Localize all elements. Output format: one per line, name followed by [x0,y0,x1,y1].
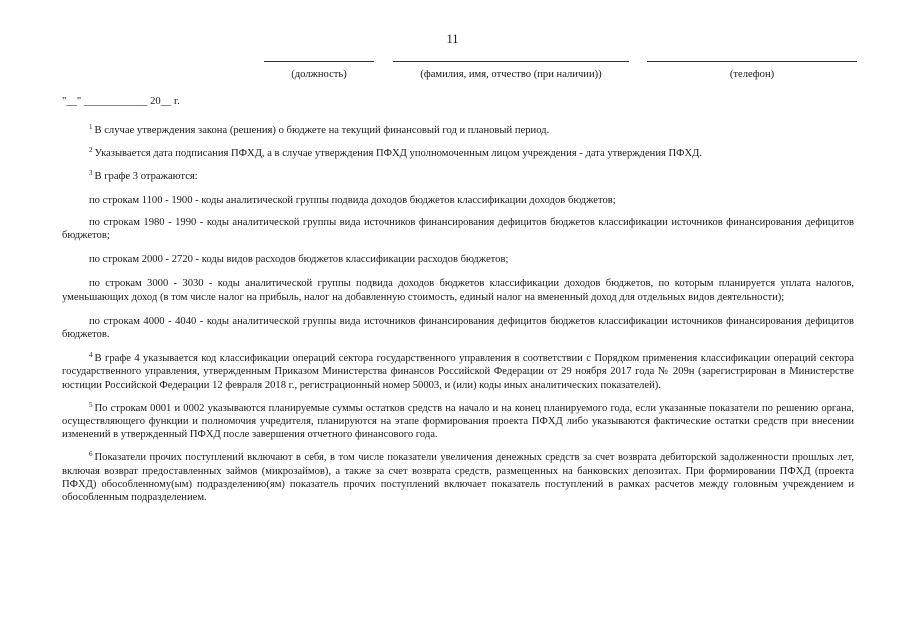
footnote-text: по строкам 2000 - 2720 - коды видов расходов бюджетов классификации расходов бюджетов; [89,254,509,266]
footnote-text: по строкам 1980 - 1990 - коды аналитической группы вида источников финансирования дефицитов бюджетов классификации источников финансирования дефицитов бюджетов; [62,216,854,242]
footnote-2 [62,147,854,160]
footnote-3 [62,170,854,183]
footnote-text: Указывается дата подписания ПФХД, а в случае утверждения ПФХД уполномоченным лицом учреждения - дата утверждения ПФХД. [94,148,703,160]
footnote-5 [62,402,854,442]
footnotes [62,124,854,504]
page-number: 11 [446,32,459,46]
footnote-text: по строкам 3000 - 3030 - коды аналитической группы подвида доходов бюджетов классификации доходов бюджетов, по которым планируется уплата налогов, уменьшающих доход (в том числе налог на прибыль, налог на добавленную стоимость, единый налог на вмененный доход для отдельных видов деятельности); [62,278,854,303]
footnote-text: В случае утверждения закона (решения) о бюджете на текущий финансовый год и плановый период. [94,125,550,136]
footnote-3-rows-1980 [62,216,854,242]
footnote-text: по строкам 4000 - 4040 - коды аналитической группы вида источников финансирования дефицитов бюджетов классификации источников финансирования дефицитов бюджетов. [62,315,854,341]
footnote-mark: 1 [89,123,93,131]
footnote-mark: 4 [89,351,93,360]
footnote-3-rows-4000 [62,315,854,341]
footnote-1 [62,124,854,137]
footnote-mark: 2 [89,146,93,155]
phone-caption: (телефон) [729,69,775,80]
footnote-text: По строкам 0001 и 0002 указываются планируемые суммы остатков средств на начало и на конец планируемого года, если указанные показатели по решению органа, осуществляющего функции и полномочия учредителя, планируются на этапе формирования проекта ПФХД либо указываются фактические остатки средств при внесении изменений в утвержденный ПФХД после завершения отчетного финансового года. [62,402,854,441]
footnote-mark: 3 [89,169,93,178]
footnote-text: по строкам 1100 - 1900 - коды аналитической группы подвида доходов бюджетов классификации доходов бюджетов; [89,194,616,206]
footnote-6 [62,451,854,504]
position-signature-line [264,61,374,62]
name-signature-line [393,61,629,62]
footnote-3-rows-3000 [62,277,854,303]
footnote-4 [62,352,854,392]
footnote-text: В графе 4 указывается код классификации операций сектора государственного управления в соответствии с Порядком применения классификации операций сектора государственного управления, утвержденным Приказом Министерства финансов Российской Федерации от 29 ноября 2017 года № 209н (зарегистрирован в Министерстве юстиции Российской Федерации 12 февраля 2018 г., регистрационный номер 50003, и (или) коды иных аналитических показателей). [62,353,854,391]
phone-signature-line [647,61,857,62]
footnote-mark: 5 [89,400,93,409]
footnote-text: В графе 3 отражаются: [94,171,198,183]
name-caption: (фамилия, имя, отчество (при наличии)) [420,69,602,80]
date-line: "__" ____________ 20__ г. [62,96,180,107]
footnote-text: Показатели прочих поступлений включают в себя, в том числе показатели увеличения денежных средств за счет возврата дебиторской задолженности прошлых лет, включая возврат предоставленных займов (микрозаймов), а также за счет возврата средств, размещенных на банковских депозитах. При формировании ПФХД (проекта ПФХД) обособленному(ым) подразделению(ям) показатель прочих поступлений включает показатель поступлений в рамках расчетов между головным учреждением и обособленным подразделением. [62,452,854,504]
position-caption: (должность) [291,69,347,80]
footnote-3-rows-2000 [62,253,854,266]
footnote-mark: 6 [89,450,93,459]
footnote-3-rows-1100 [62,194,854,207]
